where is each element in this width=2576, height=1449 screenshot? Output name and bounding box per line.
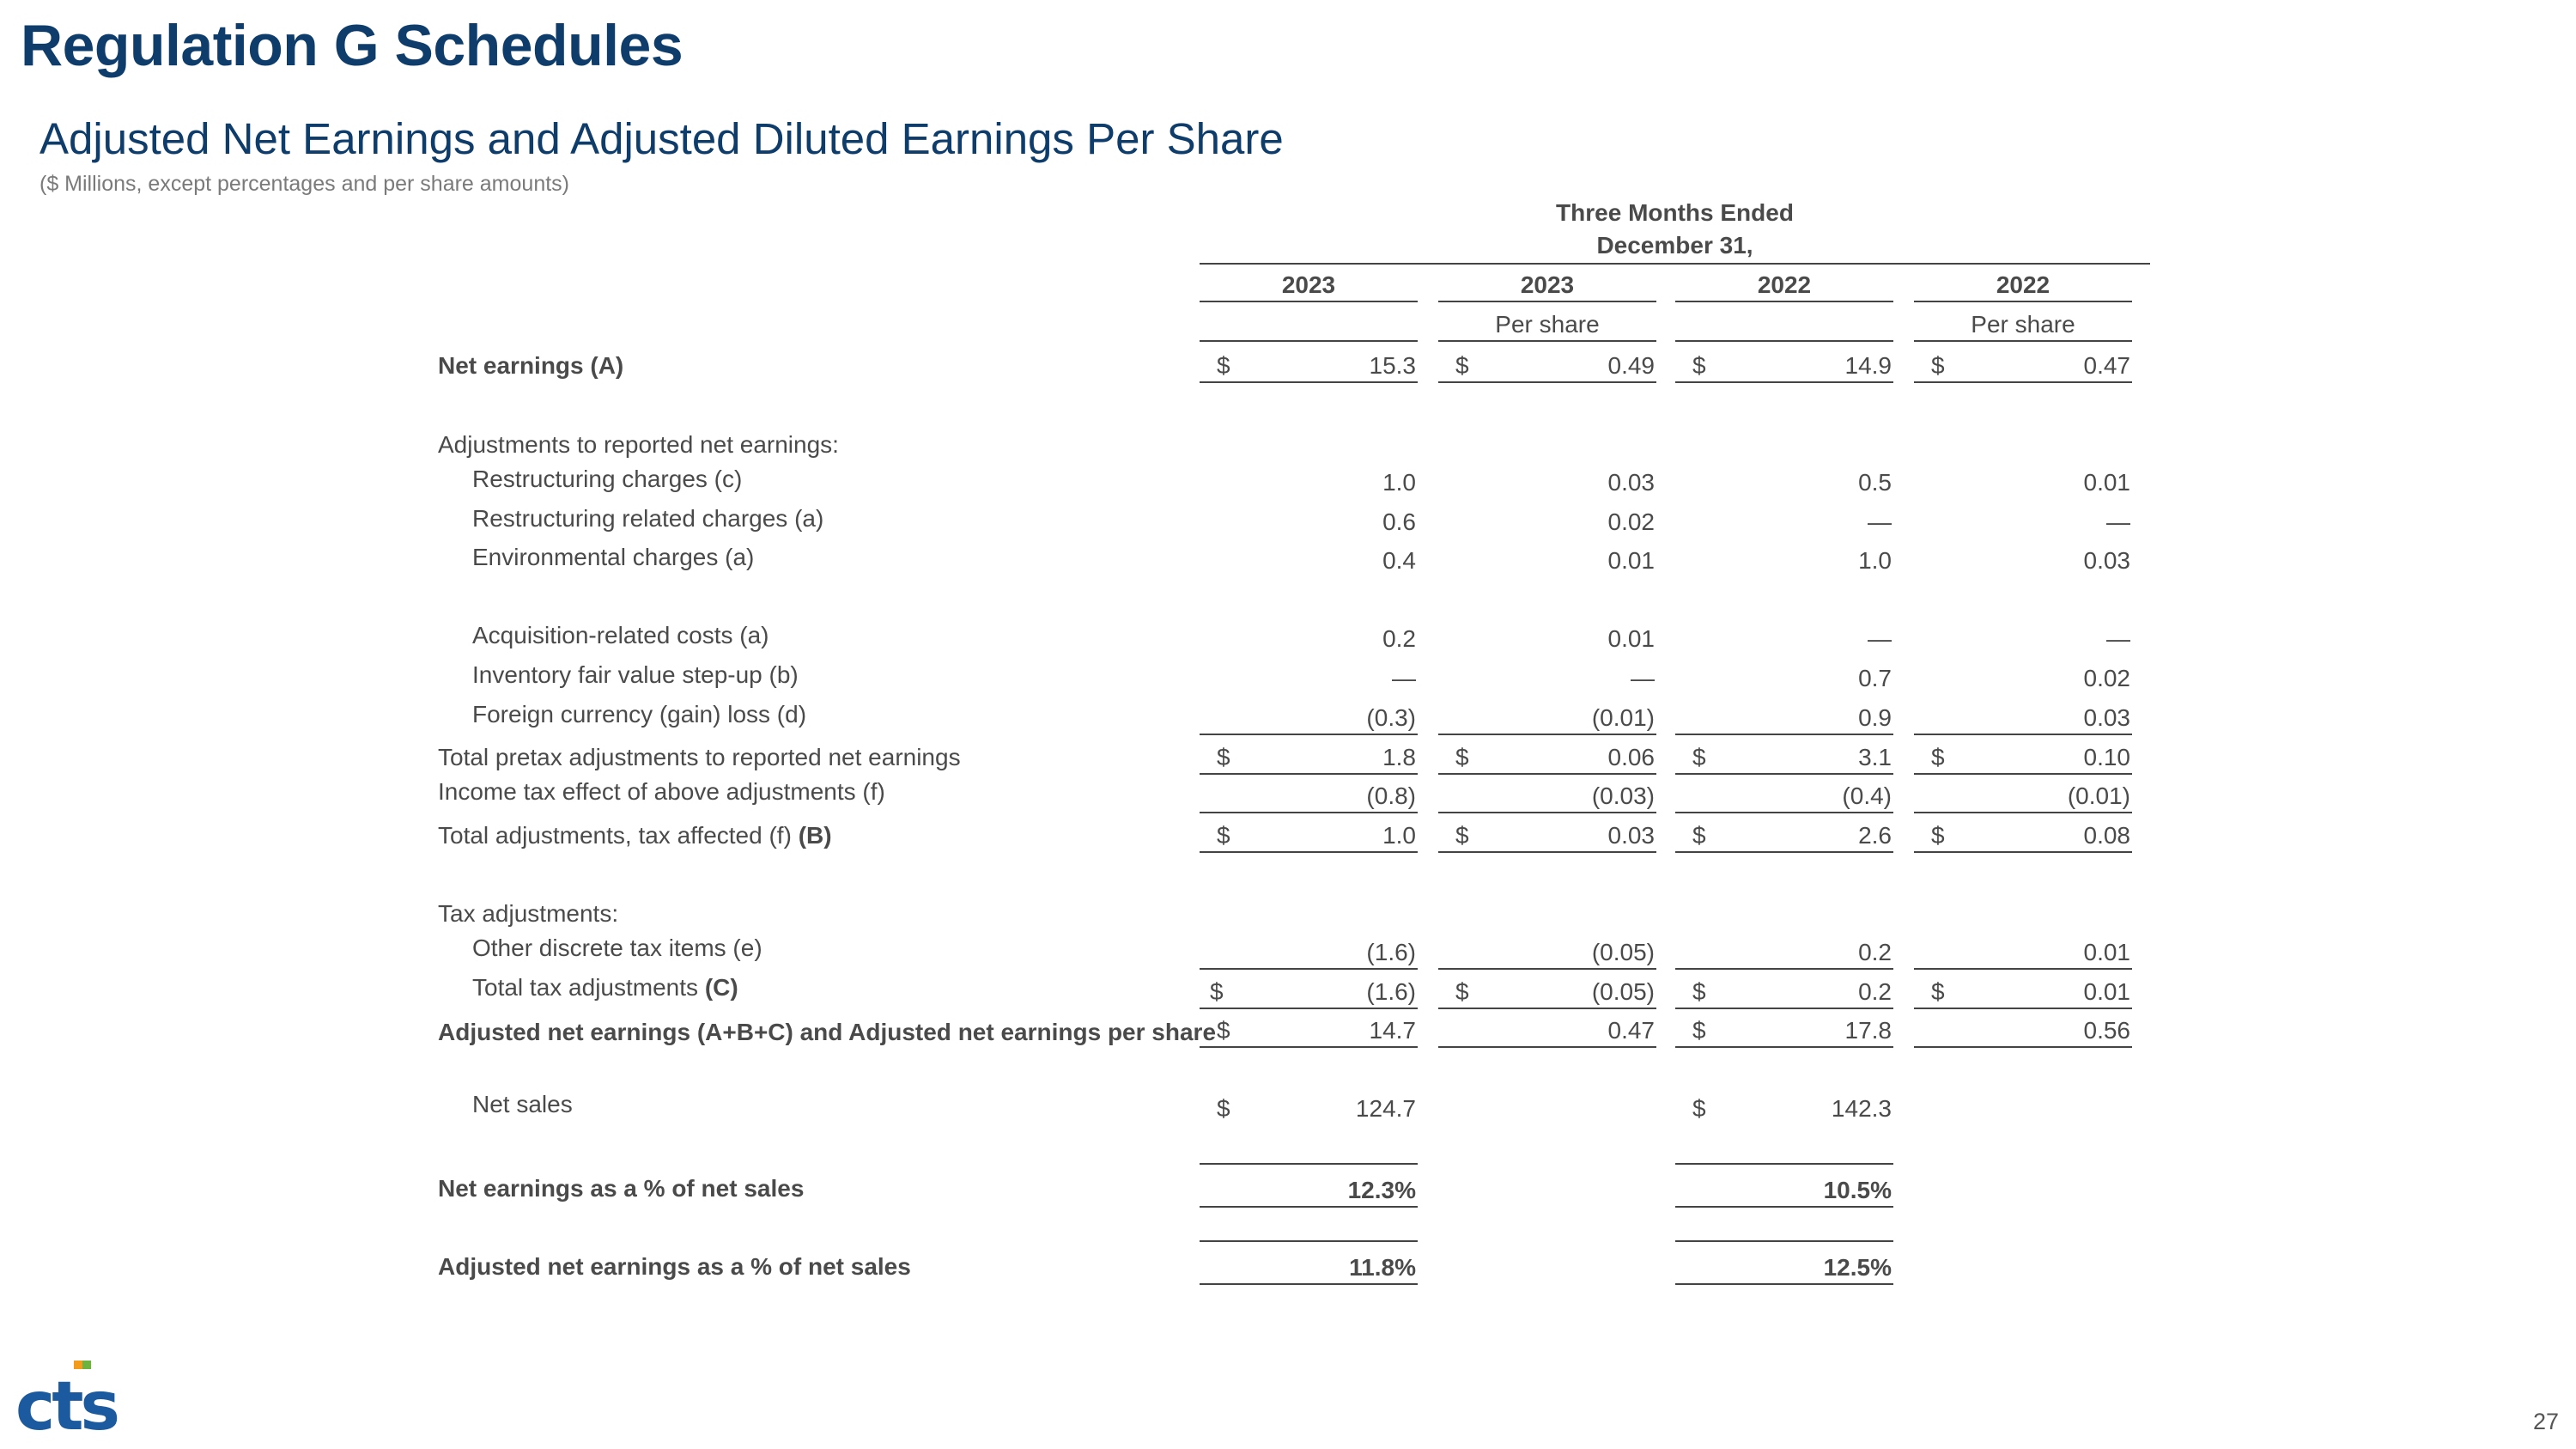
- row-label-tax-adjustments-header: Tax adjustments:: [438, 900, 619, 927]
- cell: [1438, 822, 1656, 853]
- dollar-sign: $: [1692, 744, 1706, 770]
- cell-value: (0.01): [1591, 704, 1655, 731]
- row-label-acquisition: Acquisition-related costs (a): [472, 622, 769, 648]
- cell-value: 0.08: [2083, 822, 2130, 849]
- cell-value: (0.4): [1842, 782, 1892, 809]
- col-sub-2023: [1200, 311, 1418, 342]
- cell-value: (0.03): [1591, 782, 1655, 809]
- cell-value: 15.3: [1369, 352, 1416, 379]
- section-subtitle: Adjusted Net Earnings and Adjusted Diluted Earnings Per Share: [39, 114, 1284, 163]
- cell: [1200, 625, 1418, 654]
- cell-value: 142.3: [1831, 1095, 1892, 1122]
- page-title: Regulation G Schedules: [21, 13, 683, 78]
- dollar-sign: $: [1217, 1017, 1230, 1044]
- cell: [1914, 352, 2132, 383]
- cell-value: 0.01: [1607, 625, 1655, 652]
- cell: [1200, 469, 1418, 498]
- row-label-environmental: Environmental charges (a): [472, 544, 755, 570]
- cell: [1914, 744, 2132, 775]
- cell: [1675, 1240, 1893, 1285]
- cell: [1438, 939, 1656, 970]
- row-label-restructuring: Restructuring charges (c): [472, 466, 743, 492]
- dollar-sign: $: [1455, 978, 1469, 1005]
- row-label-restructuring-related: Restructuring related charges (a): [472, 505, 824, 532]
- row-label-other-discrete: Other discrete tax items (e): [472, 935, 762, 961]
- period-rule: [1200, 263, 2150, 265]
- cell-value: —: [1868, 625, 1892, 652]
- col-header-2022: 2022: [1675, 271, 1893, 302]
- cell: [1200, 782, 1418, 813]
- cell: [1675, 665, 1893, 694]
- col-header-2023: 2023: [1200, 271, 1418, 302]
- cell: [1914, 978, 2132, 1009]
- cell-value: 1.0: [1382, 469, 1416, 496]
- cell-value: (0.8): [1366, 782, 1416, 809]
- row-label-adjusted-net: Adjusted net earnings (A+B+C) and Adjusted net earnings per share: [438, 1019, 1217, 1045]
- cell: [1914, 822, 2132, 853]
- dollar-sign: $: [1692, 1017, 1706, 1044]
- period-heading-line1: Three Months Ended: [1556, 199, 1794, 226]
- period-heading-line2: December 31,: [1596, 232, 1753, 259]
- cell: [1914, 665, 2132, 694]
- cell-value: 0.47: [1607, 1017, 1655, 1044]
- cell: [1438, 547, 1656, 576]
- cell: [1914, 782, 2132, 813]
- cell: [1438, 352, 1656, 383]
- cell: [1438, 782, 1656, 813]
- cell-value: 0.7: [1858, 665, 1892, 691]
- row-label-adjusted-pct: Adjusted net earnings as a % of net sales: [438, 1253, 911, 1280]
- cell-value: 0.03: [1607, 469, 1655, 496]
- dollar-sign: $: [1217, 1095, 1230, 1122]
- cell: [1675, 469, 1893, 498]
- cell: [1675, 782, 1893, 813]
- col-header-2023-per-share: 2023: [1438, 271, 1656, 302]
- dollar-sign: $: [1931, 822, 1945, 849]
- cell-value: 0.9: [1858, 704, 1892, 731]
- cell: [1200, 1163, 1418, 1208]
- cell-value: 0.4: [1382, 547, 1416, 574]
- col-sub-2022: [1675, 311, 1893, 342]
- page-number: 27: [2532, 1409, 2559, 1434]
- units-note: ($ Millions, except percentages and per share amounts): [39, 172, 569, 196]
- cell-value: 0.06: [1607, 744, 1655, 770]
- cell-value: —: [1392, 665, 1416, 691]
- cell: [1200, 822, 1418, 853]
- dollar-sign: $: [1931, 978, 1945, 1005]
- cell: [1675, 744, 1893, 775]
- row-label-total-adjustments: [438, 822, 832, 849]
- row-label-total-adjustments-text: Total adjustments, tax affected (f): [438, 822, 799, 849]
- cell-value: 14.9: [1844, 352, 1892, 379]
- cell: [1914, 625, 2132, 654]
- dollar-sign: $: [1455, 744, 1469, 770]
- dollar-sign: $: [1217, 822, 1230, 849]
- cell: [1200, 1017, 1418, 1048]
- row-label-inventory: Inventory fair value step-up (b): [472, 661, 799, 688]
- cell: [1438, 978, 1656, 1009]
- dollar-sign: $: [1210, 978, 1224, 1005]
- cell-value: 3.1: [1858, 744, 1892, 770]
- cell-value: 0.2: [1858, 939, 1892, 965]
- cell: [1438, 744, 1656, 775]
- cell-value: 17.8: [1844, 1017, 1892, 1044]
- cell-value: (1.6): [1366, 978, 1416, 1005]
- cell: [1200, 665, 1418, 694]
- cell-value: 1.0: [1382, 822, 1416, 849]
- cell: [1675, 939, 1893, 970]
- cell: [1914, 469, 2132, 498]
- cell: [1200, 744, 1418, 775]
- cell: [1200, 547, 1418, 576]
- cell-value: (0.3): [1366, 704, 1416, 731]
- cell: [1200, 704, 1418, 735]
- cell: [1200, 1095, 1418, 1124]
- cell-value: 0.02: [2083, 665, 2130, 691]
- cell: [1675, 978, 1893, 1009]
- dollar-sign: $: [1455, 352, 1469, 379]
- company-logo: [15, 1359, 153, 1436]
- logo-text: cts: [15, 1368, 117, 1436]
- cell-value: 1.8: [1382, 744, 1416, 770]
- cell-value: 12.3%: [1347, 1177, 1416, 1203]
- cell: [1675, 1163, 1893, 1208]
- row-label-total-tax-marker: (C): [704, 974, 738, 1001]
- col-sub-2022-per-share: Per share: [1914, 311, 2132, 342]
- cell: [1200, 1240, 1418, 1285]
- dollar-sign: $: [1692, 978, 1706, 1005]
- cell: [1914, 547, 2132, 576]
- dollar-sign: $: [1931, 352, 1945, 379]
- cts-logo-icon: [15, 1359, 153, 1436]
- row-label-foreign-currency: Foreign currency (gain) loss (d): [472, 701, 807, 728]
- col-sub-2023-per-share: Per share: [1438, 311, 1656, 342]
- dollar-sign: $: [1455, 822, 1469, 849]
- row-label-total-pretax: Total pretax adjustments to reported net earnings: [438, 744, 961, 770]
- cell: [1914, 939, 2132, 970]
- cell: [1438, 625, 1656, 654]
- cell-value: 0.03: [2083, 704, 2130, 731]
- cell-value: 0.49: [1607, 352, 1655, 379]
- cell: [1438, 508, 1656, 538]
- dollar-sign: $: [1931, 744, 1945, 770]
- cell-value: 14.7: [1369, 1017, 1416, 1044]
- cell: [1438, 704, 1656, 735]
- cell-value: 1.0: [1858, 547, 1892, 574]
- dollar-sign: $: [1692, 352, 1706, 379]
- row-label-net-sales: Net sales: [472, 1091, 573, 1117]
- row-label-total-tax-text: Total tax adjustments: [472, 974, 705, 1001]
- cell: [1200, 508, 1418, 538]
- row-label-total-tax: [438, 974, 738, 1002]
- dollar-sign: $: [1692, 822, 1706, 849]
- cell-value: —: [1868, 508, 1892, 535]
- cell: [1438, 665, 1656, 694]
- cell-value: 0.47: [2083, 352, 2130, 379]
- cell-value: 0.01: [2083, 469, 2130, 496]
- row-label-income-tax: Income tax effect of above adjustments (f): [438, 778, 885, 805]
- cell-value: 2.6: [1858, 822, 1892, 849]
- cell-value: 124.7: [1355, 1095, 1416, 1122]
- cell-value: 0.02: [1607, 508, 1655, 535]
- cell: [1675, 1095, 1893, 1124]
- cell: [1200, 352, 1418, 383]
- cell-value: 12.5%: [1823, 1254, 1892, 1281]
- cell-value: 0.56: [2083, 1017, 2130, 1044]
- cell-value: 0.03: [1607, 822, 1655, 849]
- cell-value: 0.01: [2083, 939, 2130, 965]
- cell: [1914, 508, 2132, 538]
- cell: [1675, 704, 1893, 735]
- dollar-sign: $: [1217, 744, 1230, 770]
- cell-value: 11.8%: [1349, 1254, 1416, 1281]
- cell: [1675, 822, 1893, 853]
- col-header-2022-per-share: 2022: [1914, 271, 2132, 302]
- cell: [1675, 547, 1893, 576]
- cell-value: 0.01: [2083, 978, 2130, 1005]
- cell-value: (1.6): [1366, 939, 1416, 965]
- row-label-adjustments-header: Adjustments to reported net earnings:: [438, 431, 839, 458]
- row-label-total-adjustments-marker: (B): [798, 822, 832, 849]
- cell-value: 10.5%: [1823, 1177, 1892, 1203]
- cell: [1438, 469, 1656, 498]
- cell: [1914, 1017, 2132, 1048]
- cell: [1675, 625, 1893, 654]
- cell-value: 0.03: [2083, 547, 2130, 574]
- cell-value: (0.05): [1591, 939, 1655, 965]
- cell: [1675, 1017, 1893, 1048]
- cell-value: 0.5: [1858, 469, 1892, 496]
- cell-value: —: [1631, 665, 1655, 691]
- cell: [1438, 1017, 1656, 1048]
- row-label-net-earnings-pct: Net earnings as a % of net sales: [438, 1175, 805, 1202]
- cell-value: —: [2106, 508, 2130, 535]
- dollar-sign: $: [1217, 352, 1230, 379]
- cell-value: 0.6: [1382, 508, 1416, 535]
- cell: [1675, 508, 1893, 538]
- cell-value: (0.01): [2067, 782, 2130, 809]
- dollar-sign: $: [1692, 1095, 1706, 1122]
- cell-value: 0.10: [2083, 744, 2130, 770]
- cell-value: (0.05): [1591, 978, 1655, 1005]
- cell: [1200, 978, 1418, 1009]
- cell-value: —: [2106, 625, 2130, 652]
- cell: [1200, 939, 1418, 970]
- cell: [1675, 352, 1893, 383]
- cell-value: 0.2: [1382, 625, 1416, 652]
- cell: [1914, 704, 2132, 735]
- row-label-net-earnings: Net earnings (A): [438, 352, 624, 379]
- cell-value: 0.01: [1607, 547, 1655, 574]
- cell-value: 0.2: [1858, 978, 1892, 1005]
